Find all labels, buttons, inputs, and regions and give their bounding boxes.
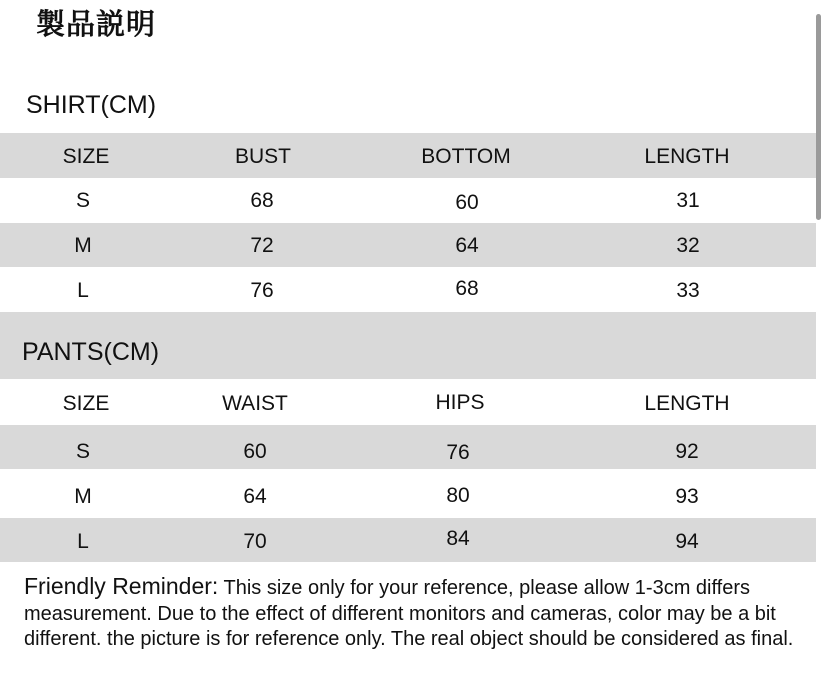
pants-cell-size: L — [77, 530, 89, 553]
pants-header-length: LENGTH — [644, 392, 730, 415]
pants-cell-size: S — [75, 440, 91, 463]
shirt-cell-length: 33 — [676, 279, 700, 302]
pants-cell-length: 92 — [675, 440, 699, 463]
shirt-cell-bottom: 60 — [455, 191, 479, 214]
vertical-scrollbar[interactable] — [816, 14, 821, 220]
shirt-section-title: SHIRT(CM) — [26, 91, 157, 119]
pants-header-hips: HIPS — [435, 391, 485, 414]
shirt-header-bust: BUST — [234, 145, 292, 168]
shirt-header-bottom: BOTTOM — [421, 145, 511, 168]
reminder-lead: Friendly Reminder: — [24, 573, 219, 599]
shirt-cell-bottom: 64 — [455, 234, 479, 257]
shirt-cell-bottom: 68 — [455, 277, 479, 300]
pants-cell-waist: 64 — [243, 485, 267, 508]
shirt-cell-size: L — [77, 279, 89, 302]
shirt-cell-bust: 72 — [250, 234, 274, 257]
reminder-text: This size only for your reference, please allow 1-3cm differs measurement. Due to the effect of different monitors and cameras, color may be a bit different. the picture is for reference only. The real object should be considered as final. — [24, 577, 794, 650]
page-title: 製品説明 — [36, 7, 157, 41]
pants-header-size: SIZE — [62, 392, 110, 415]
friendly-reminder — [24, 574, 804, 653]
shirt-cell-length: 31 — [676, 189, 700, 212]
shirt-cell-length: 32 — [676, 234, 700, 257]
pants-cell-waist: 60 — [243, 440, 267, 463]
shirt-cell-bust: 76 — [250, 279, 274, 302]
pants-cell-waist: 70 — [243, 530, 267, 553]
shirt-cell-bust: 68 — [250, 189, 274, 212]
shirt-cell-size: M — [74, 234, 92, 257]
shirt-header-length: LENGTH — [644, 145, 730, 168]
pants-section-title: PANTS(CM) — [22, 338, 160, 366]
shirt-header-size: SIZE — [62, 145, 110, 168]
pants-cell-hips: 80 — [446, 484, 470, 507]
shirt-cell-size: S — [75, 189, 91, 212]
pants-header-waist: WAIST — [222, 392, 288, 415]
pants-cell-length: 94 — [675, 530, 699, 553]
pants-cell-length: 93 — [675, 485, 699, 508]
pants-cell-size: M — [74, 485, 92, 508]
pants-cell-hips: 84 — [446, 527, 470, 550]
pants-cell-hips: 76 — [446, 441, 470, 464]
